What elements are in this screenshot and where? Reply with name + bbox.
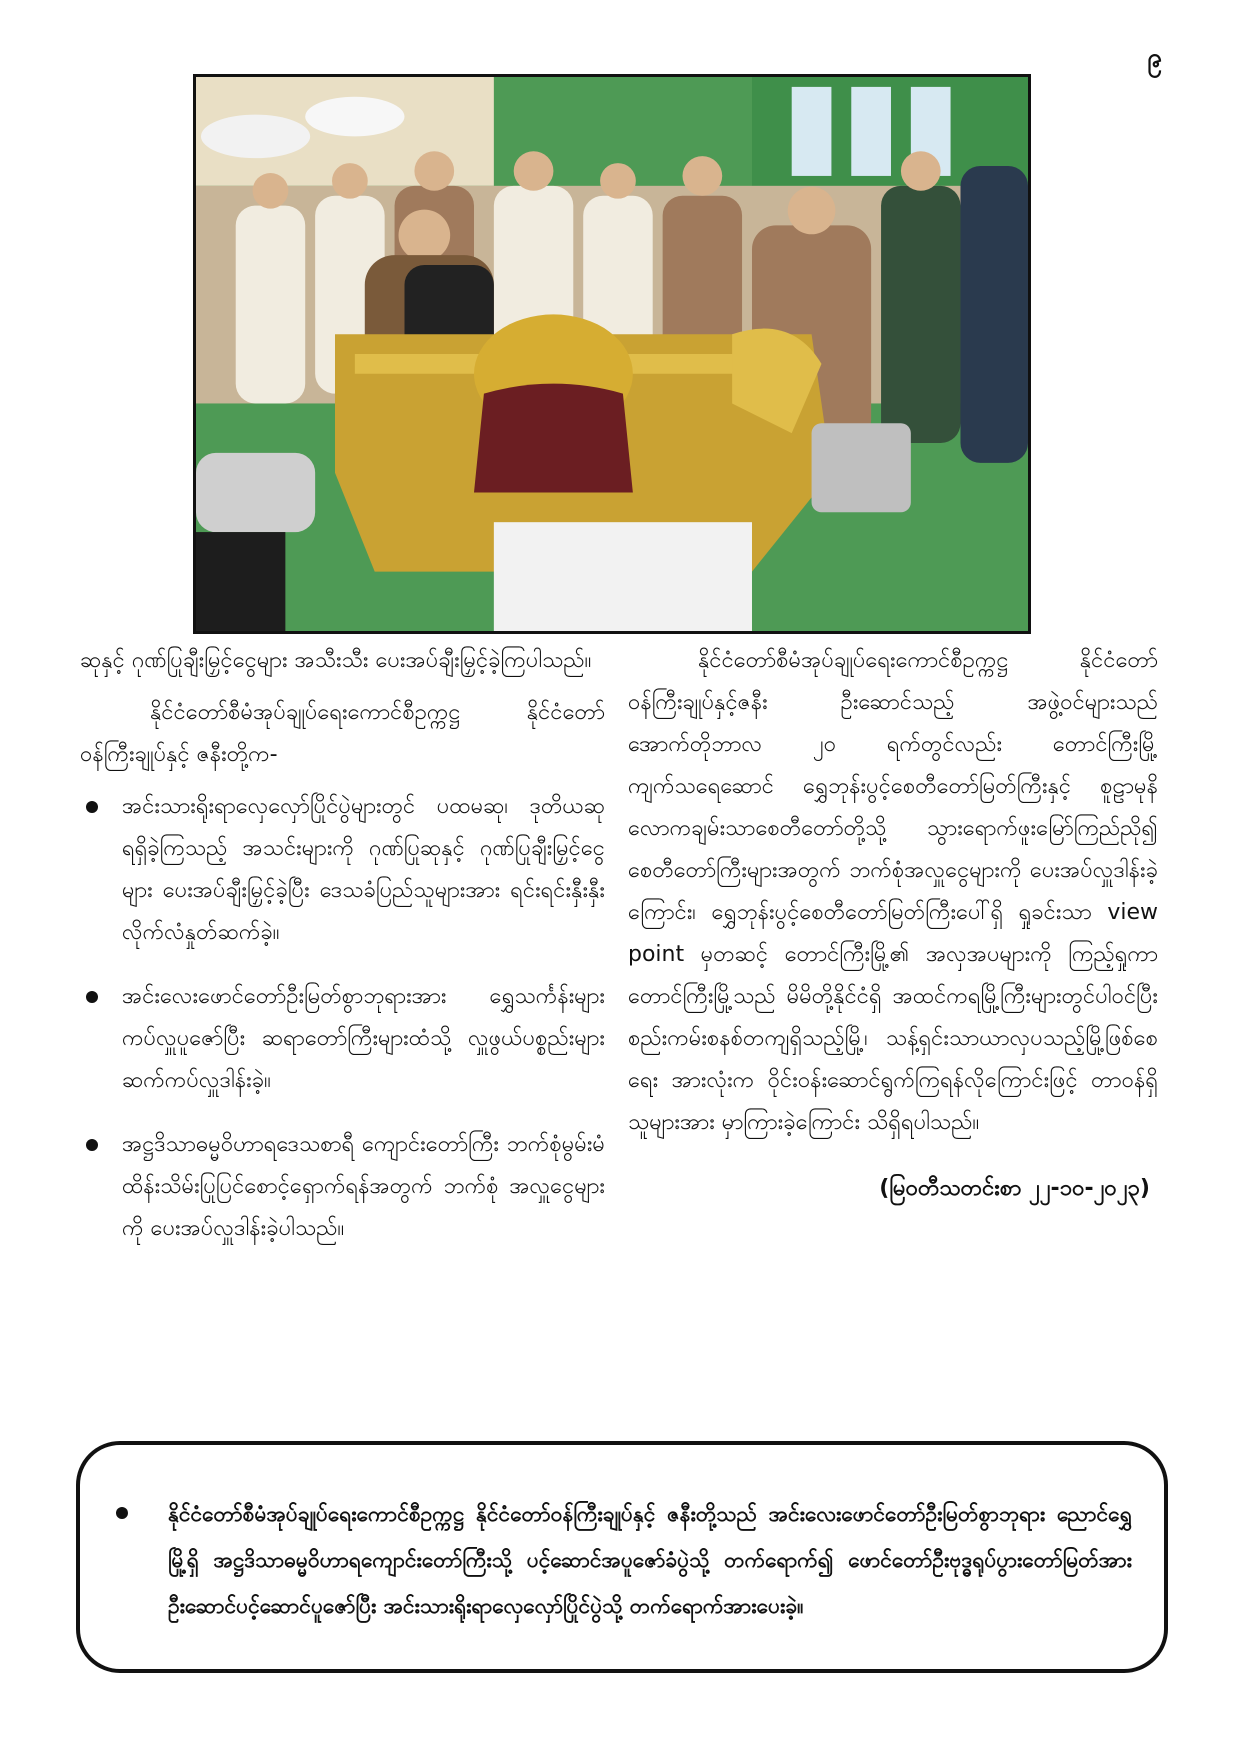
list-item: အဋ္ဌဒိသာဓမ္မဝိဟာရဒေသစာရီ ကျောင်းတော်ကြီး ဘက်စုံမွမ်းမံထိန်းသိမ်းပြုပြင်စောင့်ရှောက်ရန်အတွက် ဘက်စုံ အလှူငွေများကို ပေးအပ်လှူဒါန်းခဲ့ပါသည်။ xyxy=(80,1124,605,1250)
intro-paragraph: နိုင်ငံတော်စီမံအုပ်ချုပ်ရေးကောင်စီဥက္ကဋ္ဌ နိုင်ငံတော်ဝန်ကြီးချုပ်နှင့် ဇနီးတို့က- xyxy=(80,700,605,767)
activity-list xyxy=(80,786,605,1250)
right-column xyxy=(628,640,1158,1210)
highlight-box xyxy=(76,1441,1168,1673)
source-citation: (မြဝတီသတင်းစာ ၂၂-၁၀-၂၀၂၃) xyxy=(879,1176,1150,1201)
list-item: အင်းသားရိုးရာလှေလှော်ပြိုင်ပွဲများတွင် ပထမဆု၊ ဒုတိယဆု ရရှိခဲ့ကြသည့် အသင်းများကို ဂုဏ်ပြုဆုနှင့် ဂုဏ်ပြုချီးမြှင့်ငွေများ ပေးအပ်ချီးမြှင့်ခဲ့ပြီး ဒေသခံပြည်သူများအား ရင်းရင်းနှီးနှီး လိုက်လံနှုတ်ဆက်ခဲ့။ xyxy=(80,786,605,954)
bullet-icon xyxy=(116,1507,128,1519)
highlight-text: နိုင်ငံတော်စီမံအုပ်ချုပ်ရေးကောင်စီဥက္ကဋ္ဌ နိုင်ငံတော်ဝန်ကြီးချုပ်နှင့် ဇနီးတို့သည် အင်းလေးဖောင်တော်ဦးမြတ်စွာဘုရား ညောင်ရွှေမြို့ရှိ အဋ္ဌဒိသာဓမ္မဝိဟာရကျောင်းတော်ကြီးသို့ ပင့်ဆောင်အပူဇော်ခံပွဲသို့ တက်ရောက်၍ ဖောင်တော်ဦးဗုဒ္ဓရုပ်ပွားတော်မြတ်အား ဦးဆောင်ပင့်ဆောင်ပူဇော်ပြီး အင်းသားရိုးရာလှေလှော်ပြိုင်ပွဲသို့ တက်ရောက်အားပေးခဲ့။ xyxy=(168,1502,1132,1618)
list-item: အင်းလေးဖောင်တော်ဦးမြတ်စွာဘုရားအား ရွှေသင်္ကန်းများကပ်လှူပူဇော်ပြီး ဆရာတော်ကြီးများထံသို့ လှူဖွယ်ပစ္စည်းများ ဆက်ကပ်လှူဒါန်းခဲ့။ xyxy=(80,976,605,1102)
page-number: ၉ xyxy=(1147,43,1162,73)
ceremony-photo-illustration xyxy=(196,77,1028,631)
left-column xyxy=(80,640,605,1272)
continuation-paragraph: ဆုနှင့် ဂုဏ်ပြုချီးမြှင့်ငွေများ အသီးသီး ပေးအပ်ချီးမြှင့်ခဲ့ကြပါသည်။ xyxy=(80,648,592,673)
ceremony-photo xyxy=(193,74,1031,634)
main-paragraph: နိုင်ငံတော်စီမံအုပ်ချုပ်ရေးကောင်စီဥက္ကဋ္ဌ နိုင်ငံတော်ဝန်ကြီးချုပ်နှင့်ဇနီး ဦးဆောင်သည့် အဖွဲ့ဝင်များသည် အောက်တိုဘာလ ၂၀ ရက်တွင်လည်း တောင်ကြီးမြို့ ကျက်သရေဆောင် ရွှေဘုန်းပွင့်စေတီတော်မြတ်ကြီးနှင့် စူဠာမုနိလောကချမ်းသာစေတီတော်တို့သို့ သွားရောက်ဖူးမြော်ကြည်ညို၍ စေတီတော်ကြီးများအတွက် ဘက်စုံအလှူငွေများကို ပေးအပ်လှူဒါန်းခဲ့ကြောင်း၊ ရွှေဘုန်းပွင့်စေတီတော်မြတ်ကြီးပေါ်ရှိ ရှုခင်းသာ view point မှတဆင့် တောင်ကြီးမြို့၏ အလှအပများကို ကြည့်ရှုကာ တောင်ကြီးမြို့သည် မိမိတို့နိုင်ငံရှိ အထင်ကရမြို့ကြီးများတွင်ပါဝင်ပြီး စည်းကမ်းစနစ်တကျရှိသည့်မြို့၊ သန့်ရှင်းသာယာလှပသည့်မြို့ဖြစ်စေရေး အားလုံးက ဝိုင်းဝန်းဆောင်ရွက်ကြရန်လိုကြောင်းဖြင့် တာဝန်ရှိသူများအား မှာကြားခဲ့ကြောင်း သိရှိရပါသည်။ xyxy=(628,648,1158,1135)
